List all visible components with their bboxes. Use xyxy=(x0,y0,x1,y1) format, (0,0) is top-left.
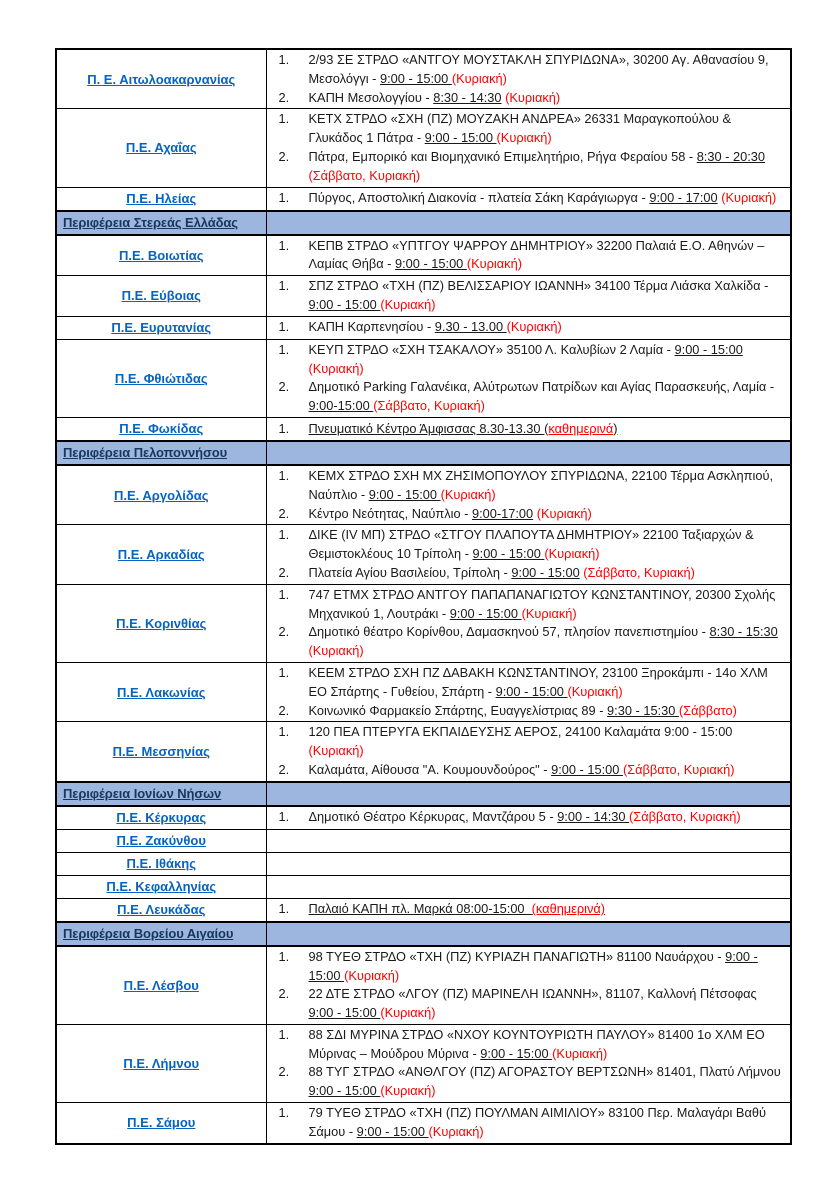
item-text xyxy=(309,341,788,379)
region-link[interactable]: Π.Ε. Φωκίδας xyxy=(119,421,204,437)
table-row xyxy=(56,465,791,525)
schedule-item xyxy=(267,51,788,89)
schedule-items-cell xyxy=(266,946,791,1025)
item-text xyxy=(309,1063,788,1101)
item-text-segment: (Κυριακή) xyxy=(380,1005,436,1021)
schedule-item xyxy=(267,341,788,379)
schedule-items-cell xyxy=(266,187,791,211)
region-name-cell xyxy=(56,187,266,211)
item-text-segment: 9:00-17:00 xyxy=(471,505,534,521)
item-text-segment: (Κυριακή) xyxy=(440,486,496,502)
region-name-cell xyxy=(56,722,266,782)
item-text-segment: Δημοτικό Θέατρο Κέρκυρας, Μαντζάρου 5 - xyxy=(308,809,558,825)
item-text xyxy=(309,51,788,89)
region-name-cell xyxy=(56,852,266,875)
item-text-segment: Πάτρα, Εμπορικό και Βιομηχανικό Επιμελητήριο, Ρήγα Φεραίου 58 - xyxy=(308,148,697,164)
table-row xyxy=(56,852,791,875)
table-row xyxy=(56,109,791,187)
item-text xyxy=(309,985,788,1023)
schedule-items-cell xyxy=(266,722,791,782)
schedule-items-cell xyxy=(266,417,791,441)
schedule-item xyxy=(267,277,788,315)
item-text xyxy=(309,623,788,661)
item-number: 1. xyxy=(278,111,290,127)
table-row xyxy=(56,1103,791,1144)
region-link[interactable]: Π.Ε. Εύβοιας xyxy=(121,288,201,304)
region-name-cell xyxy=(56,525,266,584)
region-name-cell xyxy=(56,662,266,721)
item-text xyxy=(309,948,788,986)
item-text-segment: (Κυριακή) xyxy=(380,1083,436,1099)
schedule-items-cell xyxy=(266,525,791,584)
item-text-segment: Παλαιό ΚΑΠΗ πλ. Μαρκά 08:00-15:00 xyxy=(308,901,532,917)
item-text-segment: 9:00 - 17:00 xyxy=(649,190,718,206)
item-text-segment: (Κυριακή) xyxy=(506,319,562,335)
table-row xyxy=(56,417,791,441)
item-number: 1. xyxy=(278,341,290,357)
item-text-segment: (Κυριακή) xyxy=(380,296,436,312)
schedule-items-cell xyxy=(266,109,791,187)
table-row xyxy=(56,339,791,417)
schedule-item xyxy=(267,702,788,721)
schedule-items-cell xyxy=(266,49,791,109)
section-header-label: Περιφέρεια Βορείου Αιγαίου xyxy=(63,925,234,941)
item-text-segment: Καλαμάτα, Αίθουσα "Α. Κουμουνδούρος" - xyxy=(308,761,552,777)
region-link[interactable]: Π.Ε. Κορινθίας xyxy=(116,615,207,631)
region-link[interactable]: Π.Ε. Λακωνίας xyxy=(117,684,206,700)
item-text-segment: 9.30 - 13.00 xyxy=(434,319,507,335)
item-text xyxy=(309,1104,788,1142)
schedule-items-cell xyxy=(266,316,791,339)
item-text xyxy=(309,761,788,780)
region-link[interactable]: Π.Ε. Αχαΐας xyxy=(125,140,197,156)
item-text-segment: (καθημερινά) xyxy=(531,901,606,917)
item-text xyxy=(309,148,788,186)
item-number: 1. xyxy=(278,52,290,67)
item-text-segment: 9:00 - 15:00 xyxy=(395,256,467,272)
item-text-segment: (Κυριακή) xyxy=(544,546,600,562)
item-number: 1. xyxy=(278,724,290,740)
item-text-segment: (Κυριακή) xyxy=(496,130,552,146)
schedule-item xyxy=(267,985,788,1023)
table-row xyxy=(56,49,791,109)
region-name-cell xyxy=(56,1103,266,1144)
item-text-segment: (Σάββατο, Κυριακή) xyxy=(629,809,741,825)
item-text-segment: 9:00 - 15:00 xyxy=(308,296,381,312)
item-text-segment: 9:00 - 15:00 xyxy=(480,1045,553,1061)
item-text-segment: 9:00 - 15:00 xyxy=(308,1083,381,1099)
item-number: 2. xyxy=(278,624,290,640)
table-row xyxy=(56,946,791,1025)
regions-schedule-table xyxy=(55,48,792,1145)
item-text xyxy=(309,189,788,208)
region-link[interactable]: Π.Ε. Κέρκυρας xyxy=(116,810,207,826)
region-name-cell xyxy=(56,417,266,441)
section-header-spacer-cell xyxy=(266,441,791,465)
item-number: 2. xyxy=(278,379,290,395)
schedule-item xyxy=(267,761,788,780)
item-text-segment: Κέντρο Νεότητας, Ναύπλιο - xyxy=(308,505,472,521)
section-header-cell xyxy=(56,922,266,946)
region-link[interactable]: Π.Ε. Κεφαλληνίας xyxy=(106,879,217,895)
schedule-item xyxy=(267,89,788,108)
item-text xyxy=(309,277,788,315)
item-text-segment: 9:00 - 15:00 xyxy=(449,605,522,621)
region-name-cell xyxy=(56,1024,266,1102)
region-name-cell xyxy=(56,465,266,525)
item-text xyxy=(309,723,788,761)
item-text-segment: (Κυριακή) xyxy=(428,1123,484,1139)
table-row xyxy=(56,875,791,898)
item-text-segment: (Κυριακή) xyxy=(308,743,364,759)
item-text-segment: Κοινωνικό Φαρμακείο Σπάρτης, Ευαγγελίστριας 89 - xyxy=(308,702,608,718)
schedule-item xyxy=(267,1104,788,1142)
item-text-segment: (Σάββατο, Κυριακή) xyxy=(579,564,695,580)
item-text-segment: ΚΕΕΜ ΣΤΡΔΟ ΣΧΗ ΠΖ ΔΑΒΑΚΗ ΚΩΝΣΤΑΝΤΙΝΟΥ, 23100 Ξηροκάμπι - 14ο ΧΛΜ ΕΟ Σπάρτης - Γυθείου, Σπάρτη - xyxy=(308,664,768,699)
table-row xyxy=(56,662,791,721)
item-text-segment: Πύργος, Αποστολική Διακονία - πλατεία Σάκη Καράγιωργα - xyxy=(308,190,650,206)
item-number: 1. xyxy=(278,901,290,917)
item-text xyxy=(309,564,788,583)
item-text-segment: (Κυριακή) xyxy=(567,683,623,699)
item-text-segment: 9:00 - 14:30 xyxy=(557,809,630,825)
section-header-row xyxy=(56,211,791,235)
schedule-item xyxy=(267,948,788,986)
schedule-items-cell xyxy=(266,465,791,525)
item-text xyxy=(309,318,788,337)
schedule-item xyxy=(267,586,788,624)
section-header-spacer-cell xyxy=(266,922,791,946)
item-text-segment: 8:30 - 14:30 xyxy=(433,89,502,105)
item-text-segment: 79 ΤΥΕΘ ΣΤΡΔΟ «ΤΧΗ (ΠΖ) ΠΟΥΛΜΑΝ ΑΙΜΙΛΙΟΥ» 83100 Περ. Μαλαγάρι Βαθύ Σάμου - xyxy=(308,1105,766,1139)
table-row xyxy=(56,187,791,211)
item-text-segment: 747 ΕΤΜΧ ΣΤΡΔΟ ΑΝΤΓΟΥ ΠΑΠΑΠΑΝΑΓΙΩΤΟΥ ΚΩΝΣΤΑΝΤΙΝΟΥ, 20300 Σχολής Μηχανικού 1, Λουτράκι - xyxy=(308,586,776,621)
item-text-segment: ΣΠΖ ΣΤΡΔΟ «ΤΧΗ (ΠΖ) ΒΕΛΙΣΣΑΡΙΟΥ ΙΩΑΝΝΗ» 34100 Τέρμα Λιάσκα Χαλκίδα - xyxy=(308,278,769,294)
item-number: 1. xyxy=(278,278,290,294)
schedule-items-cell xyxy=(266,829,791,852)
section-header-row xyxy=(56,441,791,465)
item-text-segment: (Κυριακή) xyxy=(521,605,577,621)
schedule-item xyxy=(267,318,788,337)
section-header-row xyxy=(56,922,791,946)
region-link[interactable]: Π.Ε. Λήμνου xyxy=(123,1055,200,1071)
item-text xyxy=(309,467,788,505)
table-row xyxy=(56,898,791,922)
schedule-item xyxy=(267,505,788,524)
schedule-item xyxy=(267,526,788,564)
item-text-segment: ΚΕΤΧ ΣΤΡΔΟ «ΣΧΗ (ΠΖ) ΜΟΥΖΑΚΗ ΑΝΔΡΕΑ» 26331 Μαραγκοπούλου & Γλυκάδος 1 Πάτρα - xyxy=(308,111,732,146)
item-text-segment: 9:00 - 15:00 xyxy=(308,948,758,983)
item-text xyxy=(309,420,788,439)
item-text-segment: 2/93 ΣΕ ΣΤΡΔΟ «ΑΝΤΓΟΥ ΜΟΥΣΤΑΚΛΗ ΣΠΥΡΙΔΩΝΑ», 30200 Αγ. Αθανασίου 9, Μεσολόγγι - xyxy=(308,52,769,86)
schedule-items-cell xyxy=(266,584,791,662)
item-number: 2. xyxy=(278,148,290,164)
item-number: 1. xyxy=(278,809,290,825)
item-number: 2. xyxy=(278,564,290,580)
region-link[interactable]: Π.Ε. Σάμου xyxy=(127,1115,196,1131)
item-text xyxy=(309,1026,788,1064)
item-number: 1. xyxy=(278,527,290,543)
item-number: 2. xyxy=(278,1064,290,1080)
item-text-segment: 8:30 - 20:30 xyxy=(696,148,765,164)
schedule-item xyxy=(267,900,788,919)
item-text-segment: 8:30 - 15:30 xyxy=(709,624,778,640)
region-name-cell xyxy=(56,584,266,662)
schedule-item xyxy=(267,148,788,186)
region-link[interactable]: Π.Ε. Μεσσηνίας xyxy=(112,744,210,759)
item-number: 1. xyxy=(278,420,290,436)
region-link[interactable]: Π.Ε. Λέσβου xyxy=(123,977,199,993)
item-text-segment: (Κυριακή) xyxy=(717,190,777,206)
item-number: 2. xyxy=(278,505,290,521)
region-link[interactable]: Π. Ε. Αιτωλοακαρνανίας xyxy=(87,71,236,87)
section-header-label: Περιφέρεια Πελοποννήσου xyxy=(63,444,228,460)
region-link[interactable]: Π.Ε. Ηλείας xyxy=(126,191,197,207)
schedule-item xyxy=(267,1026,788,1064)
item-text-segment: Δημοτικό θέατρο Κορίνθου, Δαμασκηνού 57, πλησίον πανεπιστημίου - xyxy=(308,624,710,640)
item-text-segment: 9:30 - 15:30 xyxy=(607,702,679,718)
schedule-item xyxy=(267,467,788,505)
item-text-segment: ΚΑΠΗ Μεσολογγίου - xyxy=(308,89,434,105)
schedule-item xyxy=(267,664,788,702)
item-number: 1. xyxy=(278,237,290,253)
section-header-cell xyxy=(56,211,266,235)
region-name-cell xyxy=(56,339,266,417)
item-text xyxy=(309,526,788,564)
region-name-cell xyxy=(56,316,266,339)
item-text-segment: ΚΑΠΗ Καρπενησίου - xyxy=(308,319,435,335)
table-row xyxy=(56,722,791,782)
schedule-item xyxy=(267,723,788,761)
region-name-cell xyxy=(56,49,266,109)
item-number: 1. xyxy=(278,664,290,680)
schedule-item xyxy=(267,110,788,148)
item-text-segment: 9:00 - 15:00 xyxy=(551,761,623,777)
item-text-segment: 120 ΠΕΑ ΠΤΕΡΥΓΑ ΕΚΠΑΙΔΕΥΣΗΣ ΑΕΡΟΣ, 24100 Καλαμάτα 9:00 - 15:00 xyxy=(308,724,733,740)
item-text-segment: Δημοτικό Parking Γαλανέικα, Αλύτρωτων Πατρίδων και Αγίας Παρασκευής, Λαμία - xyxy=(308,379,775,395)
item-number: 2. xyxy=(278,89,290,105)
item-text-segment: 9:00 - 15:00 xyxy=(368,486,441,502)
section-header-label: Περιφέρεια Στερεάς Ελλάδας xyxy=(63,214,238,230)
region-link[interactable]: Π.Ε. Αργολίδας xyxy=(114,487,209,503)
item-number: 2. xyxy=(278,986,290,1002)
section-header-spacer-cell xyxy=(266,782,791,806)
schedule-items-cell xyxy=(266,875,791,898)
region-name-cell xyxy=(56,235,266,276)
item-number: 1. xyxy=(278,1026,290,1042)
region-name-cell xyxy=(56,946,266,1025)
item-text-segment: (Κυριακή) xyxy=(308,643,364,659)
section-header-cell xyxy=(56,782,266,806)
item-text xyxy=(309,505,788,524)
section-header-cell xyxy=(56,441,266,465)
schedule-items-cell xyxy=(266,806,791,830)
region-link[interactable]: Π.Ε. Ευρυτανίας xyxy=(111,320,212,336)
item-number: 1. xyxy=(278,586,290,602)
region-name-cell xyxy=(56,875,266,898)
schedule-items-cell xyxy=(266,852,791,875)
region-link[interactable]: Π.Ε. Φθιώτιδας xyxy=(114,370,208,386)
item-text-segment: Πνευματικό Κέντρο Άμφισσας 8.30-13.30 ( xyxy=(308,420,549,436)
item-text-segment: (Κυριακή) xyxy=(501,89,561,105)
item-text-segment: (Κυριακή) xyxy=(344,967,400,983)
region-name-cell xyxy=(56,109,266,187)
item-number: 2. xyxy=(278,761,290,777)
item-text-segment: ) xyxy=(613,420,618,436)
region-link[interactable]: Π.Ε. Λευκάδας xyxy=(117,902,206,918)
item-text-segment: (Κυριακή) xyxy=(451,70,507,86)
section-header-row xyxy=(56,782,791,806)
item-text-segment: (Κυριακή) xyxy=(308,360,364,376)
item-text-segment: ΚΕΥΠ ΣΤΡΔΟ «ΣΧΗ ΤΣΑΚΑΛΟΥ» 35100 Λ. Καλυβίων 2 Λαμία - xyxy=(308,341,675,357)
item-number: 1. xyxy=(278,190,290,206)
item-text-segment: 98 ΤΥΕΘ ΣΤΡΔΟ «ΤΧΗ (ΠΖ) ΚΥΡΙΑΖΗ ΠΑΝΑΓΙΩΤΗ» 81100 Ναυάρχου - xyxy=(308,948,726,964)
region-link[interactable]: Π.Ε. Αρκαδίας xyxy=(117,547,205,563)
item-text xyxy=(309,900,788,919)
item-text-segment: (Κυριακή) xyxy=(466,256,522,272)
item-text-segment: 9:00 - 15:00 xyxy=(495,683,568,699)
schedule-item xyxy=(267,420,788,439)
item-number: 1. xyxy=(278,467,290,483)
item-text-segment: καθημερινά xyxy=(548,420,614,436)
item-text-segment: ΚΕΠΒ ΣΤΡΔΟ «ΥΠΤΓΟΥ ΨΑΡΡΟΥ ΔΗΜΗΤΡΙΟΥ» 32200 Παλαιά Ε.Ο. Αθηνών – Λαμίας Θήβα - xyxy=(308,237,765,272)
item-text-segment: (Σάββατο) xyxy=(678,702,737,718)
schedule-item xyxy=(267,1063,788,1101)
item-text-segment: 9:00 - 15:00 xyxy=(424,130,497,146)
item-text xyxy=(309,586,788,624)
item-text-segment: 88 ΣΔΙ ΜΥΡΙΝΑ ΣΤΡΔΟ «ΝΧΟΥ ΚΟΥΝΤΟΥΡΙΩΤΗ ΠΑΥΛΟΥ» 81400 1ο ΧΛΜ ΕΟ Μύρινας – Μούδρου Μύρινα - xyxy=(308,1026,765,1061)
item-text-segment: (Σάββατο, Κυριακή) xyxy=(373,398,485,414)
item-text xyxy=(309,237,788,275)
table-row xyxy=(56,276,791,317)
item-text-segment: (Κυριακή) xyxy=(552,1045,608,1061)
schedule-item xyxy=(267,378,788,416)
item-text-segment: 9:00 - 15:00 xyxy=(511,564,580,580)
table-row xyxy=(56,525,791,584)
region-name-cell xyxy=(56,829,266,852)
schedule-items-cell xyxy=(266,235,791,276)
table-row xyxy=(56,829,791,852)
schedule-items-cell xyxy=(266,1024,791,1102)
item-number: 2. xyxy=(278,702,290,718)
item-text xyxy=(309,664,788,702)
item-text-segment: (Σάββατο, Κυριακή) xyxy=(308,167,421,183)
schedule-items-cell xyxy=(266,339,791,417)
schedule-item xyxy=(267,564,788,583)
schedule-items-cell xyxy=(266,662,791,721)
table-row xyxy=(56,1024,791,1102)
region-name-cell xyxy=(56,898,266,922)
item-text xyxy=(309,808,788,827)
item-text-segment: 9:00 - 15:00 xyxy=(674,341,743,357)
schedule-items-cell xyxy=(266,276,791,317)
item-text-segment: 88 ΤΥΓ ΣΤΡΔΟ «ΑΝΘΛΓΟΥ (ΠΖ) ΑΓΟΡΑΣΤΟΥ ΒΕΡΤΣΩΝΗ» 81401, Πλατύ Λήμνου xyxy=(308,1064,781,1080)
schedule-item xyxy=(267,189,788,208)
table-row xyxy=(56,316,791,339)
region-link[interactable]: Π.Ε. Βοιωτίας xyxy=(118,247,204,263)
item-text-segment: 9:00 - 15:00 xyxy=(308,1005,381,1021)
table-row xyxy=(56,584,791,662)
schedule-items-cell xyxy=(266,898,791,922)
schedule-item xyxy=(267,237,788,275)
item-text-segment: 9:00-15:00 xyxy=(308,398,374,414)
item-text-segment: ΚΕΜΧ ΣΤΡΔΟ ΣΧΗ ΜΧ ΖΗΣΙΜΟΠΟΥΛΟΥ ΣΠΥΡΙΔΩΝΑ, 22100 Τέρμα Ασκληπιού, Ναύπλιο - xyxy=(308,467,773,502)
item-text-segment: (Κυριακή) xyxy=(533,505,592,521)
item-number: 1. xyxy=(278,319,290,335)
schedule-item xyxy=(267,808,788,827)
item-number: 1. xyxy=(278,948,290,964)
item-text xyxy=(309,378,788,416)
schedule-items-cell xyxy=(266,1103,791,1144)
item-text xyxy=(309,702,788,721)
region-name-cell xyxy=(56,806,266,830)
item-text xyxy=(309,89,788,108)
table-row xyxy=(56,235,791,276)
region-link[interactable]: Π.Ε. Ιθάκης xyxy=(126,856,196,872)
item-text-segment: ΔΙΚΕ (IV ΜΠ) ΣΤΡΔΟ «ΣΤΓΟΥ ΠΛΑΠΟΥΤΑ ΔΗΜΗΤΡΙΟΥ» 22100 Ταξιαρχών & Θεμιστοκλέους 10 Τρίπολη - xyxy=(308,527,754,562)
item-text-segment: 9:00 - 15:00 xyxy=(356,1123,429,1139)
region-link[interactable]: Π.Ε. Ζακύνθου xyxy=(116,833,206,849)
region-name-cell xyxy=(56,276,266,317)
schedule-item xyxy=(267,623,788,661)
item-text-segment: 22 ΔΤΕ ΣΤΡΔΟ «ΛΓΟΥ (ΠΖ) ΜΑΡΙΝΕΛΗ ΙΩΑΝΝΗ», 81107, Καλλονή Πέτσοφας xyxy=(308,986,757,1002)
item-text-segment: 9:00 - 15:00 xyxy=(379,70,452,86)
section-header-label: Περιφέρεια Ιονίων Νήσων xyxy=(63,785,222,801)
item-text-segment: 9:00 - 15:00 xyxy=(472,546,545,562)
item-text-segment: (Σάββατο, Κυριακή) xyxy=(622,761,735,777)
section-header-spacer-cell xyxy=(266,211,791,235)
item-number: 1. xyxy=(278,1105,290,1121)
item-text xyxy=(309,110,788,148)
table-row xyxy=(56,806,791,830)
item-text-segment: Πλατεία Αγίου Βασιλείου, Τρίπολη - xyxy=(308,564,512,580)
